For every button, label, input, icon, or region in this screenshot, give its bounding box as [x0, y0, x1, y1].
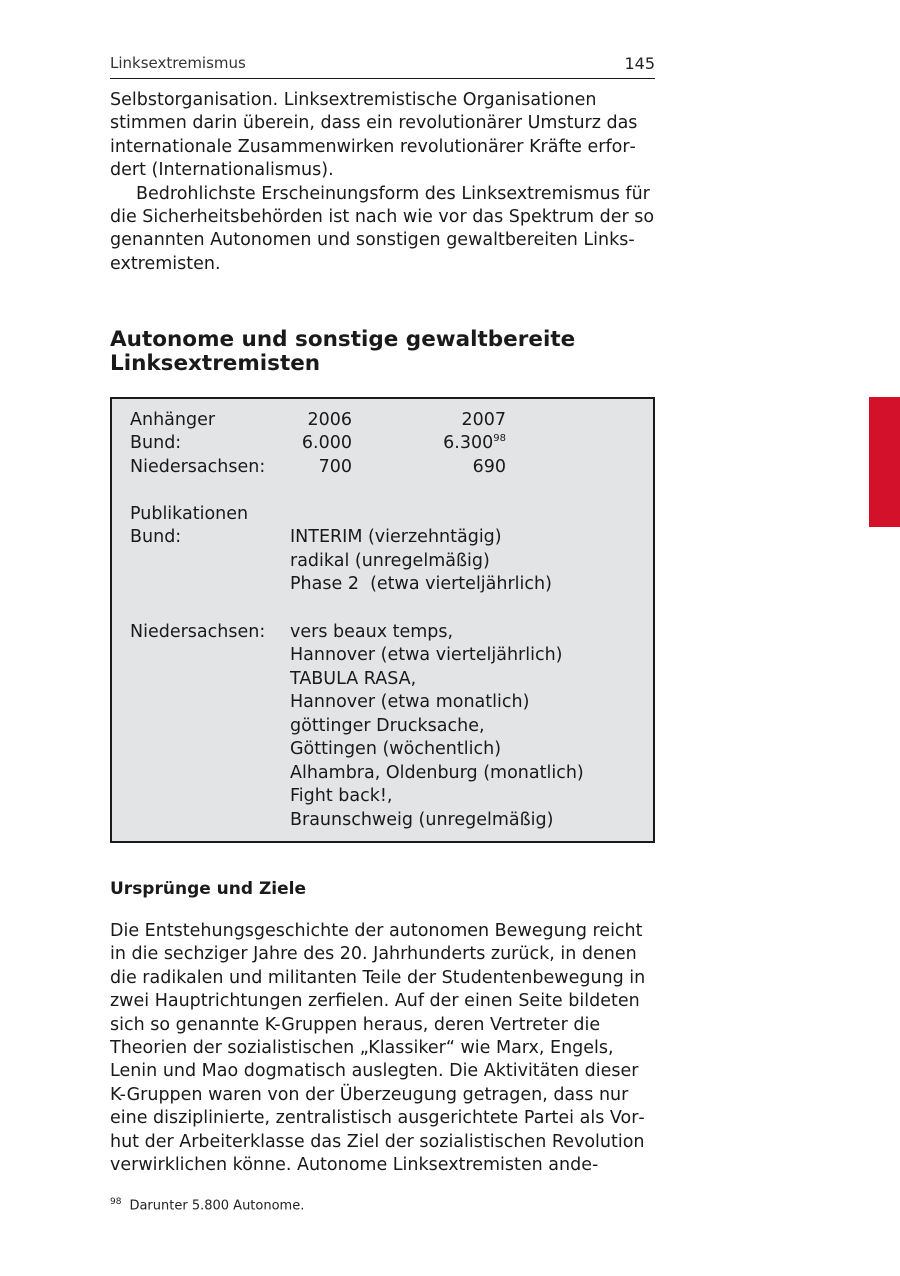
publication-item: göttinger Drucksache,	[290, 716, 485, 736]
publication-item: vers beaux temps,	[290, 622, 454, 642]
intro-paragraph-2: Bedrohlichste Erscheinungsform des Linksextremismus für die Sicherheitsbehörden ist nach wie vor das Spektrum der so genannten Autonomen und sonstigen gewaltbereiten Linksextremisten.	[110, 183, 655, 274]
footnote-reference: 98	[493, 433, 506, 445]
publication-item: INTERIM (vierzehntägig)	[290, 527, 502, 547]
footnote-text: Darunter 5.800 Autonome.	[129, 1198, 305, 1214]
federal-2007-value: 6.300	[443, 433, 494, 453]
body-paragraph: Die Entstehungsgeschichte der autonomen Bewegung reicht in die sechziger Jahre des 20. Jahrhunderts zurück, in denen die radikalen und militanten Teile der Studentenbewegung in zwei Hauptrichtungen zerfielen. Auf der einen Seite bildeten sich so genannte K-Gruppen heraus, deren Vertreter die Theorien der sozialistischen „Klassiker“ wie Marx, Engels, Lenin und Mao dogmatisch auslegten. Die Aktivitäten dieser K-Gruppen waren von der Überzeugung getragen, dass nur eine disziplinierte, zentralistisch ausgerichtete Partei als Vorhut der Arbeiterklasse das Ziel der sozialistischen Revolution verwirklichen könne. Autonome Linksextremisten ande-	[110, 921, 646, 1176]
supporters-label: Anhänger	[130, 410, 216, 430]
year-2007: 2007	[461, 410, 506, 430]
fact-box	[110, 397, 655, 843]
federal-label: Bund:	[130, 433, 182, 453]
publication-item: Hannover (etwa monatlich)	[290, 692, 530, 712]
intro-paragraph-1: Selbstorganisation. Linksextremistische Organisationen stimmen darin überein, dass ein revolutionärer Umsturz das internationale Zusammenwirken revolutionärer Kräfte erfordert (Internationalismus).	[110, 90, 638, 181]
publication-item: Braunschweig (unregelmäßig)	[290, 810, 554, 830]
publication-item: Alhambra, Oldenburg (monatlich)	[290, 763, 584, 783]
federal-2007-cell	[430, 432, 506, 455]
footnote	[110, 1197, 304, 1213]
intro-text	[110, 89, 655, 276]
year-2006: 2006	[307, 410, 352, 430]
publication-item: Göttingen (wöchentlich)	[290, 739, 502, 759]
subheading: Ursprünge und Ziele	[110, 879, 307, 899]
running-title: Linksextremismus	[110, 54, 246, 72]
publication-item: Fight back!,	[290, 786, 393, 806]
publication-item: Hannover (etwa vierteljährlich)	[290, 645, 563, 665]
state-label: Niedersachsen:	[130, 457, 266, 477]
footnote-number: 98	[110, 1197, 122, 1207]
state-2007-value: 690	[472, 457, 506, 477]
page-header	[110, 54, 655, 79]
publication-item: TABULA RASA,	[290, 669, 417, 689]
state-2006-value: 700	[318, 457, 352, 477]
publication-item: Phase 2 (etwa vierteljährlich)	[290, 574, 552, 594]
publications-state-label: Niedersachsen:	[130, 622, 266, 642]
publications-label: Publikationen	[130, 504, 249, 524]
federal-2006-value: 6.000	[301, 433, 352, 453]
section-heading: Autonome und sonstige gewaltbereite Linksextremisten	[110, 327, 576, 376]
publications-federal-label: Bund:	[130, 527, 182, 547]
section-tab-marker	[869, 397, 900, 527]
page-number: 145	[624, 54, 655, 73]
publication-item: radikal (unregelmäßig)	[290, 551, 490, 571]
body-text	[110, 920, 655, 1177]
